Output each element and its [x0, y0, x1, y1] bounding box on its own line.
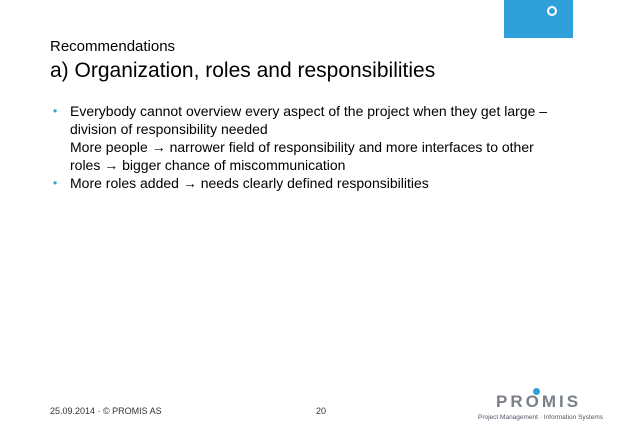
- bullet-line: division of responsibility needed: [70, 121, 268, 137]
- footer-date: 25.09.2014 · © PROMIS AS: [50, 406, 162, 416]
- bullet-line: More people → narrower field of responsibility and more interfaces to other: [70, 139, 534, 155]
- corner-circle-icon: [547, 6, 557, 16]
- bullet-line: More roles added → needs clearly defined responsibilities: [70, 175, 429, 191]
- slide-title: a) Organization, roles and responsibilities: [50, 59, 436, 82]
- bullet-line: roles → bigger chance of miscommunication: [70, 157, 346, 173]
- bullet-dot-icon: •: [53, 176, 58, 190]
- corner-accent-block: [504, 0, 573, 38]
- bullet-item: [53, 102, 613, 174]
- page-number: 20: [316, 406, 327, 416]
- bullet-line: Everybody cannot overview every aspect of the project when they get large –: [70, 103, 548, 119]
- bullet-dot-icon: •: [53, 104, 58, 118]
- bullet-list: [53, 102, 613, 192]
- bullet-item: [53, 174, 613, 192]
- logo-name: PROMIS: [496, 392, 582, 411]
- promis-logo: [474, 392, 622, 424]
- logo-tagline: Project Management · Information Systems: [478, 414, 603, 421]
- slide-subtitle: Recommendations: [50, 38, 176, 55]
